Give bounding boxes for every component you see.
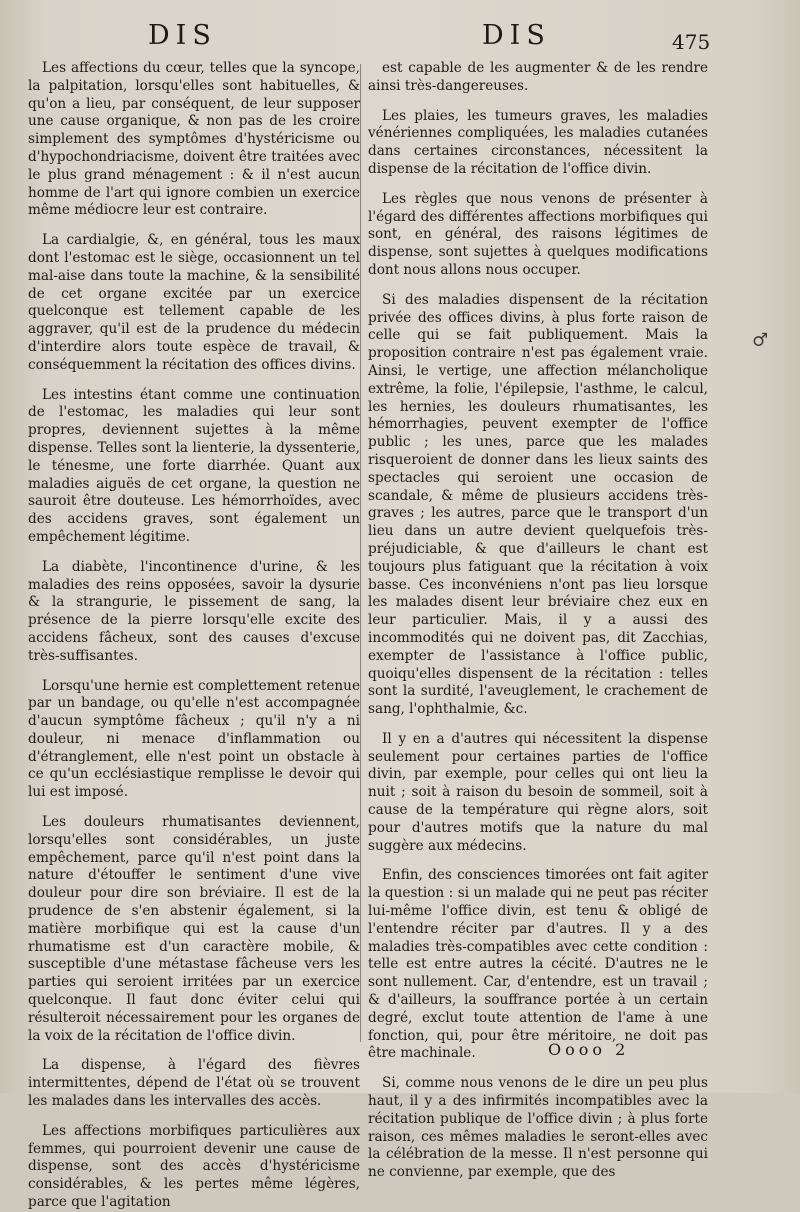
running-head <box>0 20 800 60</box>
paragraph: Si des maladies dispensent de la récitation privée des offices divins, à plus forte raison de celle qui se fait publiquement. Mais la proposition contraire n'est pas également vraie. Ainsi, le vertige, une affection mélancholique extrême, la folie, l'épilepsie, l'asthme, le calcul, les hernies, les douleurs rhumatisantes, les hémorrhagies, peuvent exempter de l'office public ; les unes, parce que les malades risqueroient de donner dans les lieux saints des spectacles qui seroient une occasion de scandale, & même de plusieurs accidens très-graves ; les autres, parce que le transport d'un lieu dans un autre devient quelquefois très-préjudiciable, & que d'ailleurs le chant est toujours plus fatiguant que la récitation à voix basse. Ces inconvéniens n'ont pas lieu lorsque les malades disent leur bréviaire chez eux en leur particulier. Mais, il y a aussi des incommodités qui ne doivent pas, dit Zacchias, exempter de l'assistance à l'office public, quoiqu'elles dispensent de la récitation : telles sont la surdité, l'aveuglement, le crachement de sang, l'ophthalmie, &c. <box>368 291 708 718</box>
right-column <box>368 60 708 1181</box>
running-head-right: DIS <box>482 20 551 51</box>
signature-mark: Oooo 2 <box>548 1040 630 1059</box>
paragraph: Les douleurs rhumatisantes deviennent, lorsqu'elles sont considérables, un juste empêchement, parce qu'il n'est point dans la nature d'étouffer le sentiment d'une vive douleur pour dire son bréviaire. Il est de la prudence de s'en abstenir également, si la matière morbifique qui est la cause d'un rhumatisme est d'un caractère mobile, & susceptible d'une métastase fâcheuse vers les parties qui seroient irritées par un exercice quelconque. Il faut donc éviter celui qui résulteroit nécessairement pour les organes de la voix de la récitation de l'office divin. <box>28 814 360 1044</box>
paragraph: Si, comme nous venons de le dire un peu plus haut, il y a des infirmités incompatibles avec la récitation publique de l'office divin ; à plus forte raison, ces mêmes maladies le seront-elles avec la célébration de la messe. Il n'est personne qui ne convienne, par exemple, que des <box>368 1075 708 1181</box>
paragraph: La diabète, l'incontinence d'urine, & les maladies des reins opposées, savoir la dysurie & la strangurie, le pissement de sang, la présence de la pierre lorsqu'elle excite des accidens fâcheux, sont des causes d'excuse très-suffisantes. <box>28 558 360 664</box>
paragraph: Il y en a d'autres qui nécessitent la dispense seulement pour certaines parties de l'office divin, par exemple, pour celles qui ont lieu la nuit ; soit à raison du besoin de sommeil, soit à cause de la température qui règne alors, soit pour d'autres motifs que la nature du mal suggère aux médecins. <box>368 730 708 854</box>
column-divider <box>360 64 361 1042</box>
running-head-left: DIS <box>148 20 217 51</box>
paragraph: Les règles que nous venons de présenter à l'égard des différentes affections morbifiques qui sont, en général, des raisons légitimes de dispense, sont sujettes à quelques modifications dont nous allons nous occuper. <box>368 190 708 278</box>
paragraph: La dispense, à l'égard des fièvres intermittentes, dépend de l'état où se trouvent les malades dans les intervalles des accès. <box>28 1057 360 1110</box>
paragraph: Les affections morbifiques particulières aux femmes, qui pourroient devenir une cause de dispense, sont des accès d'hystéricisme considérables, & les pertes même légères, parce que l'agitation <box>28 1122 360 1211</box>
paragraph: est capable de les augmenter & de les rendre ainsi très-dangereuses. <box>368 60 708 94</box>
margin-mark: ♂ <box>752 330 769 351</box>
paragraph: Lorsqu'une hernie est complettement retenue par un bandage, ou qu'elle n'est accompagnée d'aucun symptôme fâcheux ; qu'il n'y a ni douleur, ni menace d'inflammation ou d'étranglement, elle n'est point un obstacle à ce qu'un ecclésiastique remplisse le devoir qui lui est imposé. <box>28 677 360 801</box>
paragraph: Les plaies, les tumeurs graves, les maladies vénériennes compliquées, les maladies cutanées dans certaines circonstances, nécessitent la dispense de la récitation de l'office divin. <box>368 107 708 177</box>
paragraph: Les intestins étant comme une continuation de l'estomac, les maladies qui leur sont propres, deviennent sujettes à la même dispense. Telles sont la lienterie, la dyssenterie, le ténesme, une forte diarrhée. Quant aux maladies aiguës de cet organe, la question ne sauroit être douteuse. Les hémorrhoïdes, avec des accidens graves, sont également un empêchement légitime. <box>28 386 360 545</box>
page-number: 475 <box>672 30 711 54</box>
paragraph: Enfin, des consciences timorées ont fait agiter la question : si un malade qui ne peut pas réciter lui-même l'office divin, est tenu & obligé de l'entendre réciter par d'autres. Il y a des maladies très-compatibles avec cette condition : telle est entre autres la cécité. D'autres ne le sont nullement. Car, d'entendre, est un travail ; & d'ailleurs, la souffrance portée à un certain degré, exclut toute attention de l'ame à une fonction, qui, pour être méritoire, ne doit pas être machinale. <box>368 867 708 1062</box>
left-column <box>28 60 360 1211</box>
paragraph: La cardialgie, &, en général, tous les maux dont l'estomac est le siège, occasionnent un tel mal-aise dans toute la machine, & la sensibilité de cet organe excitée par un exercice quelconque est tellement capable de les aggraver, qu'il est de la prudence du médecin d'interdire alors toute espèce de travail, & conséquemment la récitation des offices divins. <box>28 232 360 373</box>
paragraph: Les affections du cœur, telles que la syncope, la palpitation, lorsqu'elles sont habituelles, & qu'on a lieu, par conséquent, de leur supposer une cause organique, & non pas de les croire simplement des symptômes d'hystéricisme ou d'hypochondriacisme, doivent être traitées avec le plus grand ménagement : & il n'est aucun homme de l'art qui ignore combien un exercice même médiocre leur est contraire. <box>28 60 360 219</box>
